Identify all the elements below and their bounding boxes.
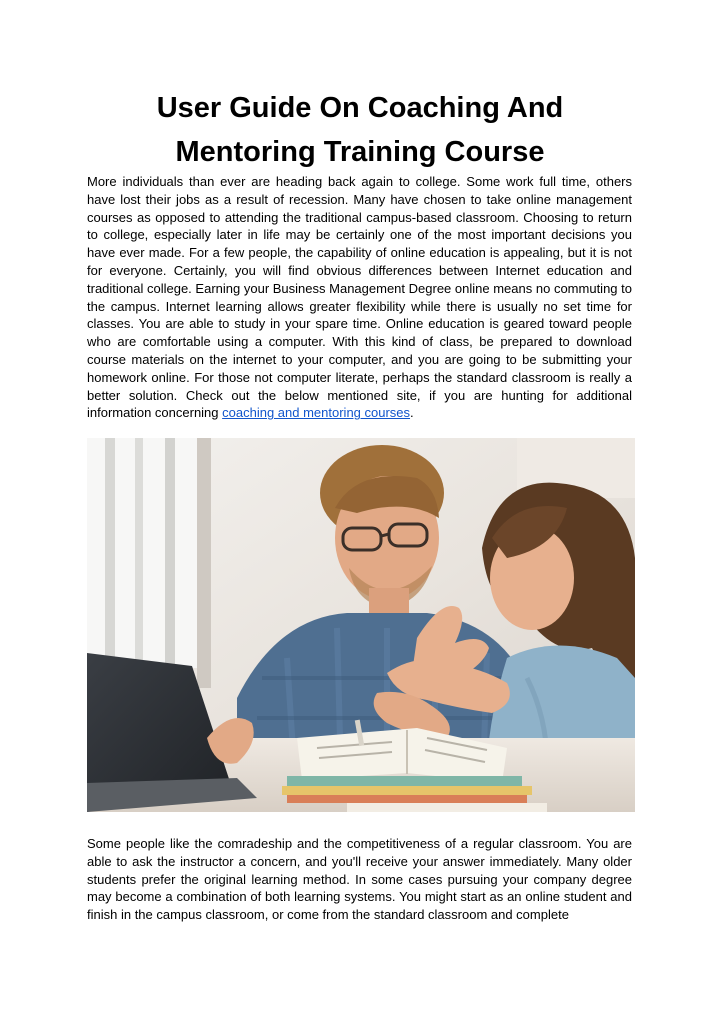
title-line-2: Mentoring Training Course: [175, 136, 545, 168]
second-paragraph-text: Some people like the comradeship and the competitiveness of a regular classroom. You are able to ask the instructor a concern, and you'll receive your answer immediately. Many older students prefer the original learning method. In some cases pursuing your company degree may become a combination of both learning systems. You might start as an online student and finish in the campus classroom, or come from the standard classroom and complete: [87, 836, 632, 923]
notebook-stack: [287, 776, 522, 786]
intro-paragraph: [87, 173, 632, 422]
coaching-photo: [87, 438, 635, 812]
document-title: [60, 86, 660, 174]
intro-paragraph-end: .: [410, 405, 414, 421]
title-line-1: User Guide On Coaching And: [156, 92, 564, 124]
intro-paragraph-text: More individuals than ever are heading back again to college. Some work full time, others have lost their jobs as a result of recession. Many have chosen to take online management courses as opposed to attending the traditional campus-based classroom. Choosing to return to college, especially later in life may be certainly one of the most important decisions you have ever made. For a few people, the capability of online education is appealing, but it is not for everyone. Certainly, you will find obvious differences between Internet education and traditional college. Earning your Business Management Degree online means no commuting to the campus. Internet learning allows greater flexibility while there is usually no set time for classes. You are able to study in your spare time. Online education is geared toward people who are comfortable using a computer. With this kind of class, be prepared to download course materials on the internet to your computer, and you are going to be submitting your homework online. For those not computer literate, perhaps the standard classroom is really a better solution. Check out the below mentioned site, if you are hunting for additional information concerning: [87, 174, 632, 421]
coaching-courses-link[interactable]: coaching and mentoring courses: [222, 405, 411, 421]
second-paragraph: [87, 835, 632, 924]
